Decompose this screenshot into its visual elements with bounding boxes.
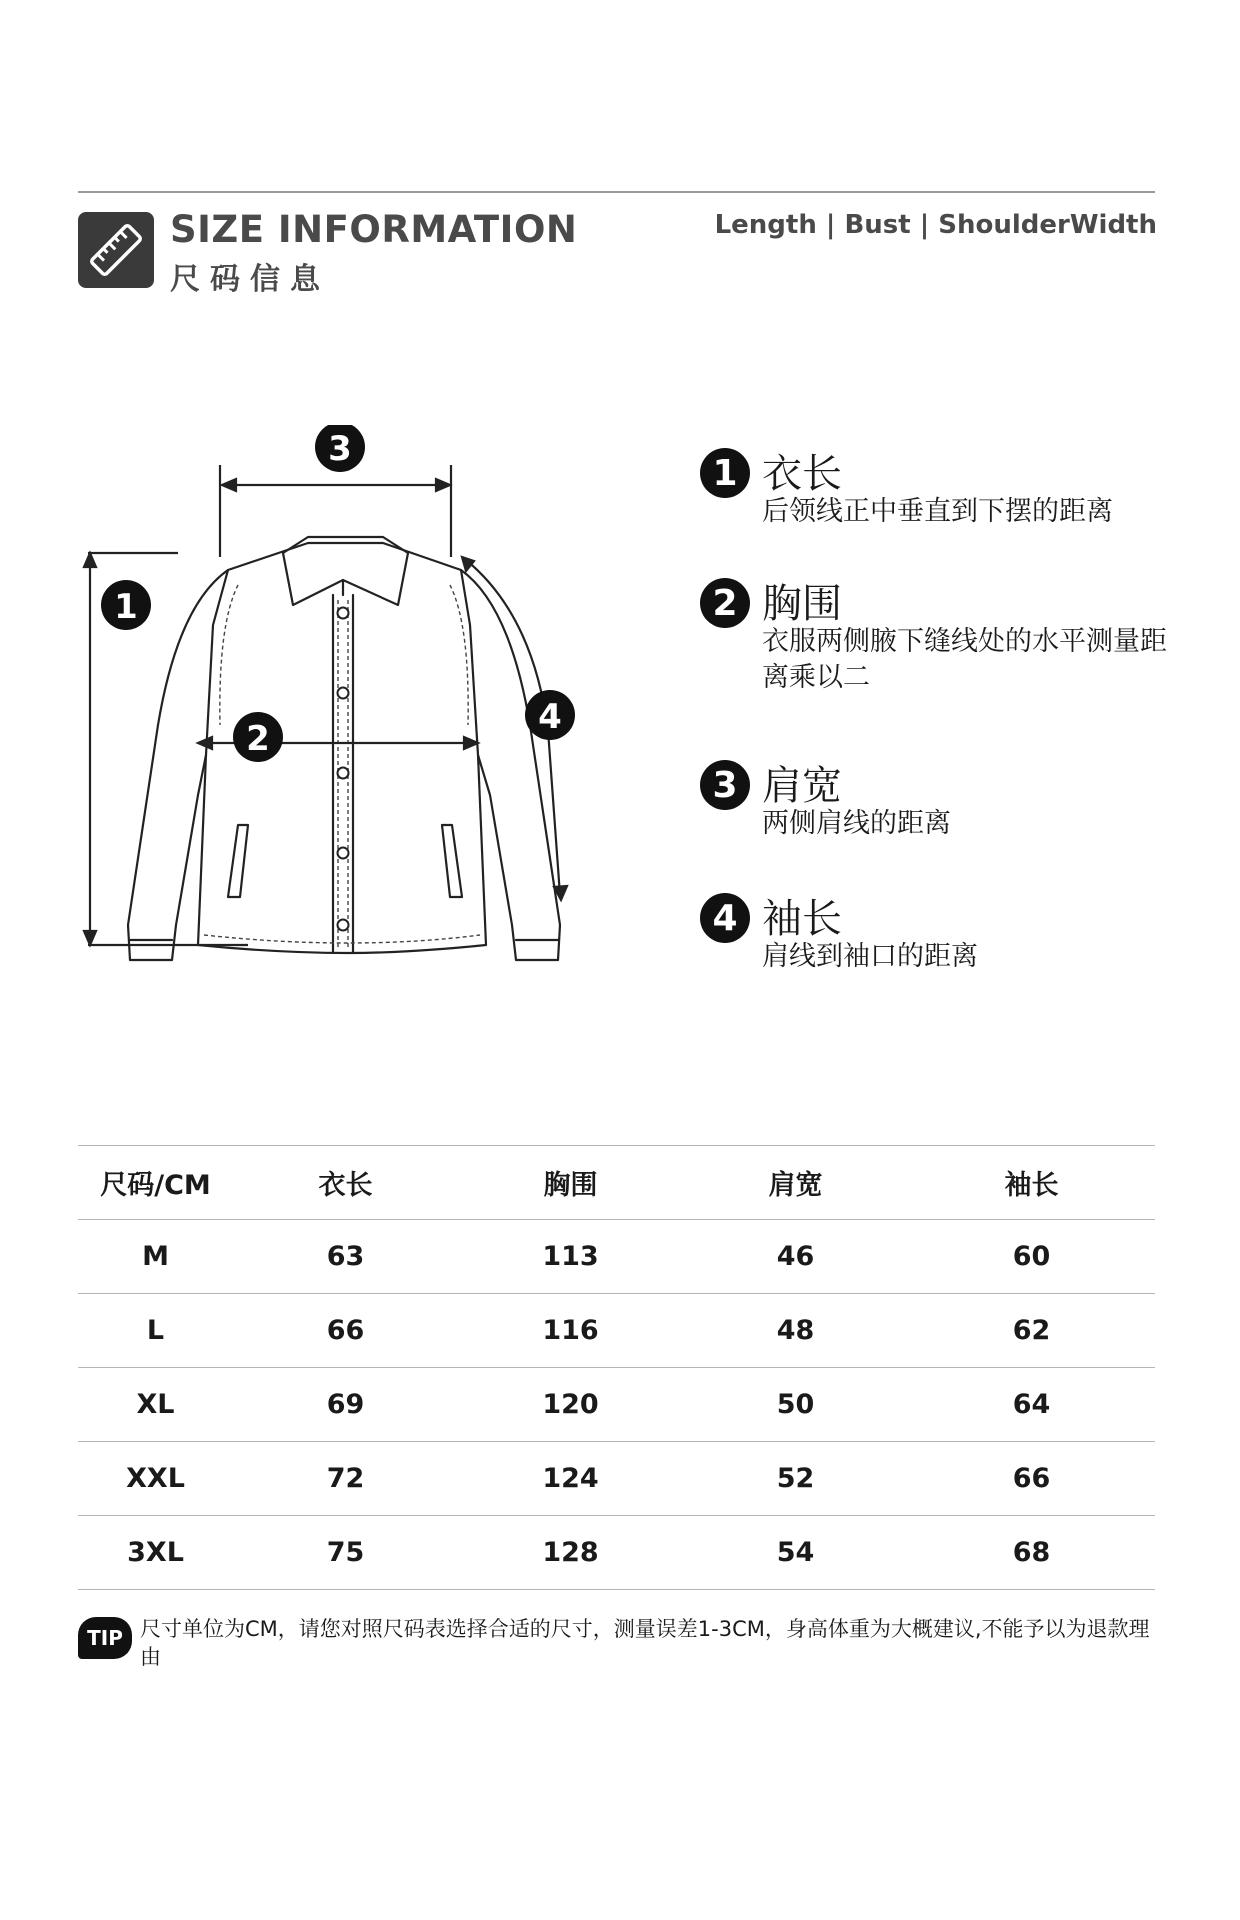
col-header-size: 尺码/CM (78, 1146, 233, 1220)
table-cell: XXL (78, 1442, 233, 1516)
table-cell: 128 (458, 1516, 683, 1590)
table-row (78, 1368, 1155, 1442)
legend-title: 胸围 (762, 581, 842, 627)
table-cell: XL (78, 1368, 233, 1442)
table-cell: 120 (458, 1368, 683, 1442)
tip-badge: TIP (78, 1617, 132, 1659)
table-row (78, 1442, 1155, 1516)
table-cell: 60 (908, 1220, 1155, 1294)
col-header-shoulder: 肩宽 (683, 1146, 908, 1220)
size-table (78, 1145, 1155, 1590)
svg-text:4: 4 (538, 697, 562, 737)
table-cell: 68 (908, 1516, 1155, 1590)
title-chinese: 尺码信息 (170, 262, 330, 297)
legend-desc: 肩线到袖口的距离 (762, 941, 978, 972)
table-cell: 50 (683, 1368, 908, 1442)
table-cell: 113 (458, 1220, 683, 1294)
marker-2-icon: 2 (700, 578, 750, 628)
svg-text:1: 1 (114, 587, 138, 627)
table-cell: 46 (683, 1220, 908, 1294)
table-cell: 52 (683, 1442, 908, 1516)
table-row (78, 1516, 1155, 1590)
table-cell: 66 (233, 1294, 458, 1368)
svg-text:2: 2 (246, 719, 270, 759)
legend-title: 衣长 (762, 451, 842, 497)
table-cell: 75 (233, 1516, 458, 1590)
legend-desc: 两侧肩线的距离 (762, 808, 951, 839)
table-cell: 72 (233, 1442, 458, 1516)
col-header-length: 衣长 (233, 1146, 458, 1220)
table-cell: 69 (233, 1368, 458, 1442)
table-cell: 64 (908, 1368, 1155, 1442)
top-divider (78, 191, 1155, 193)
ruler-icon (78, 212, 154, 288)
col-header-bust: 胸围 (458, 1146, 683, 1220)
marker-3-icon: 3 (700, 760, 750, 810)
table-cell: 62 (908, 1294, 1155, 1368)
table-cell: 63 (233, 1220, 458, 1294)
col-header-sleeve: 袖长 (908, 1146, 1155, 1220)
title-english: SIZE INFORMATION (170, 208, 578, 251)
table-cell: 3XL (78, 1516, 233, 1590)
tip-text: 尺寸单位为CM，请您对照尺码表选择合适的尺寸，测量误差1-3CM，身高体重为大概建议,不能予以为退款理由 (140, 1617, 1150, 1669)
table-cell: 116 (458, 1294, 683, 1368)
table-cell: 124 (458, 1442, 683, 1516)
table-cell: 66 (908, 1442, 1155, 1516)
svg-text:3: 3 (328, 429, 352, 469)
legend-desc: 衣服两侧腋下缝线处的水平测量距离乘以二 (762, 626, 1167, 693)
measurement-tags: Length | Bust | ShoulderWidth (714, 210, 1157, 240)
table-cell: 48 (683, 1294, 908, 1368)
table-header-row (78, 1146, 1155, 1220)
legend-desc: 后领线正中垂直到下摆的距离 (762, 496, 1113, 527)
shirt-diagram (78, 425, 638, 985)
table-cell: 54 (683, 1516, 908, 1590)
table-row (78, 1220, 1155, 1294)
table-row (78, 1294, 1155, 1368)
legend-title: 肩宽 (762, 763, 842, 809)
marker-1-icon: 1 (700, 448, 750, 498)
table-cell: M (78, 1220, 233, 1294)
diagram-markers (101, 425, 575, 762)
marker-4-icon: 4 (700, 893, 750, 943)
table-cell: L (78, 1294, 233, 1368)
legend-title: 袖长 (762, 896, 842, 942)
